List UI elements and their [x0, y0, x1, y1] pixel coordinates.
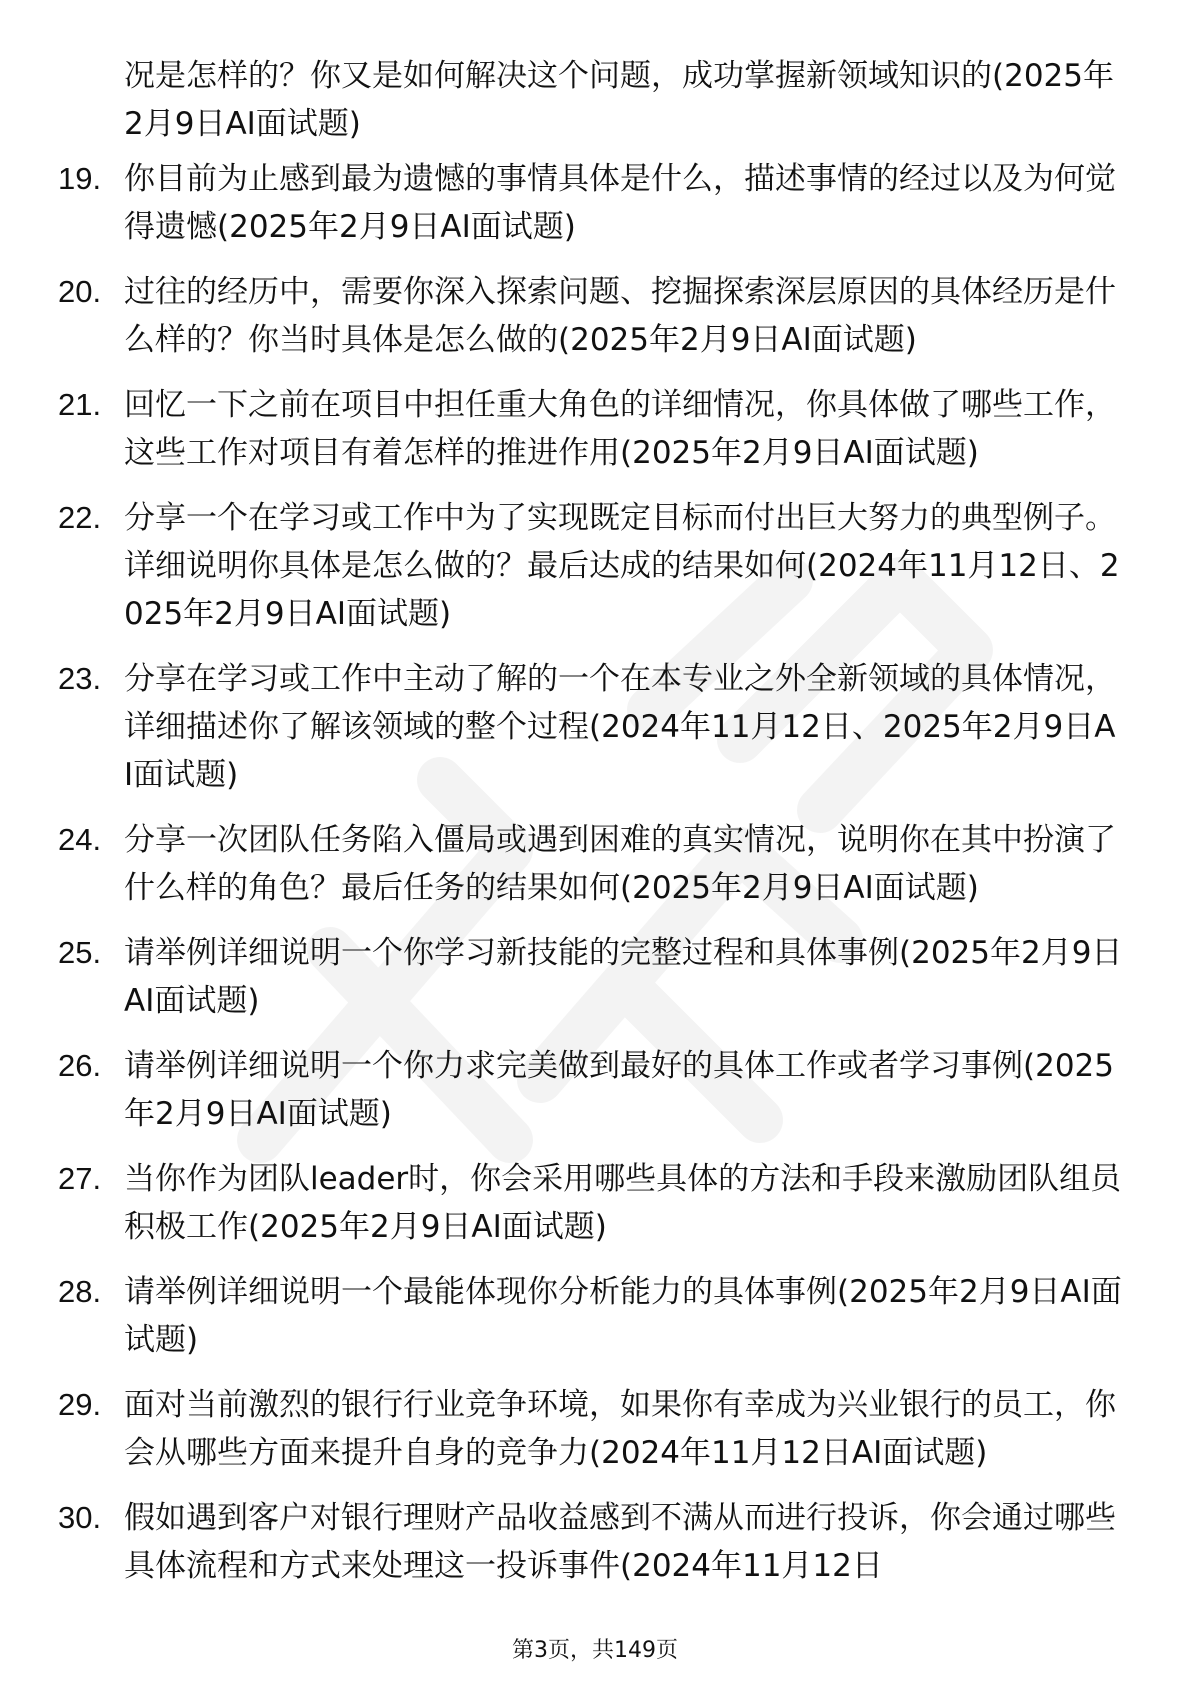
- question-item: [0, 816, 1124, 912]
- question-number: 29.: [58, 1387, 102, 1422]
- question-number: 20.: [58, 274, 102, 309]
- question-number: 21.: [58, 387, 102, 422]
- question-item: [0, 655, 1124, 799]
- question-text: 分享在学习或工作中主动了解的一个在本专业之外全新领域的具体情况，详细描述你了解该领域的整个过程(2024年11月12日、2025年2月9日AI面试题): [124, 661, 1116, 793]
- question-text: 假如遇到客户对银行理财产品收益感到不满从而进行投诉，你会通过哪些具体流程和方式来处理这一投诉事件(2024年11月12日: [124, 1500, 1116, 1584]
- question-item: [0, 155, 1124, 251]
- question-text: 你目前为止感到最为遗憾的事情具体是什么，描述事情的经过以及为何觉得遗憾(2025年2月9日AI面试题): [124, 161, 1116, 245]
- question-item: [0, 929, 1124, 1025]
- question-number: 19.: [58, 161, 102, 196]
- question-text: 回忆一下之前在项目中担任重大角色的详细情况，你具体做了哪些工作，这些工作对项目有着怎样的推进作用(2025年2月9日AI面试题): [124, 387, 1116, 471]
- question-number: 22.: [58, 500, 102, 535]
- question-item: [0, 1494, 1124, 1590]
- question-item: [0, 1155, 1124, 1251]
- question-number: 28.: [58, 1274, 102, 1309]
- continued-question-text: 况是怎样的？你又是如何解决这个问题，成功掌握新领域知识的(2025年2月9日AI面试题): [124, 58, 1114, 142]
- question-text: 分享一个在学习或工作中为了实现既定目标而付出巨大努力的典型例子。详细说明你具体是怎么做的？最后达成的结果如何(2024年11月12日、2025年2月9日AI面试题): [124, 500, 1120, 632]
- question-number: 24.: [58, 822, 102, 857]
- question-item: [0, 381, 1124, 477]
- question-number: 26.: [58, 1048, 102, 1083]
- question-list: [0, 155, 1190, 1607]
- question-item: [0, 1268, 1124, 1364]
- question-text: 过往的经历中，需要你深入探索问题、挖掘探索深层原因的具体经历是什么样的？你当时具体是怎么做的(2025年2月9日AI面试题): [124, 274, 1116, 358]
- question-item: [0, 494, 1124, 638]
- page-footer: 第3页，共149页: [512, 1638, 678, 1663]
- question-number: 30.: [58, 1500, 102, 1535]
- question-text: 请举例详细说明一个你力求完美做到最好的具体工作或者学习事例(2025年2月9日AI面试题): [124, 1048, 1114, 1132]
- question-item: [0, 1042, 1124, 1138]
- question-text: 分享一次团队任务陷入僵局或遇到困难的真实情况，说明你在其中扮演了什么样的角色？最后任务的结果如何(2025年2月9日AI面试题): [124, 822, 1116, 906]
- question-text: 请举例详细说明一个你学习新技能的完整过程和具体事例(2025年2月9日AI面试题): [124, 935, 1123, 1019]
- question-text: 当你作为团队leader时，你会采用哪些具体的方法和手段来激励团队组员积极工作(2025年2月9日AI面试题): [124, 1161, 1122, 1245]
- question-number: 27.: [58, 1161, 102, 1196]
- question-text: 请举例详细说明一个最能体现你分析能力的具体事例(2025年2月9日AI面试题): [124, 1274, 1122, 1358]
- question-number: 23.: [58, 661, 102, 696]
- question-text: 面对当前激烈的银行行业竞争环境，如果你有幸成为兴业银行的员工，你会从哪些方面来提升自身的竞争力(2024年11月12日AI面试题): [124, 1387, 1116, 1471]
- question-item: [0, 1381, 1124, 1477]
- question-item: [0, 268, 1124, 364]
- question-number: 25.: [58, 935, 102, 970]
